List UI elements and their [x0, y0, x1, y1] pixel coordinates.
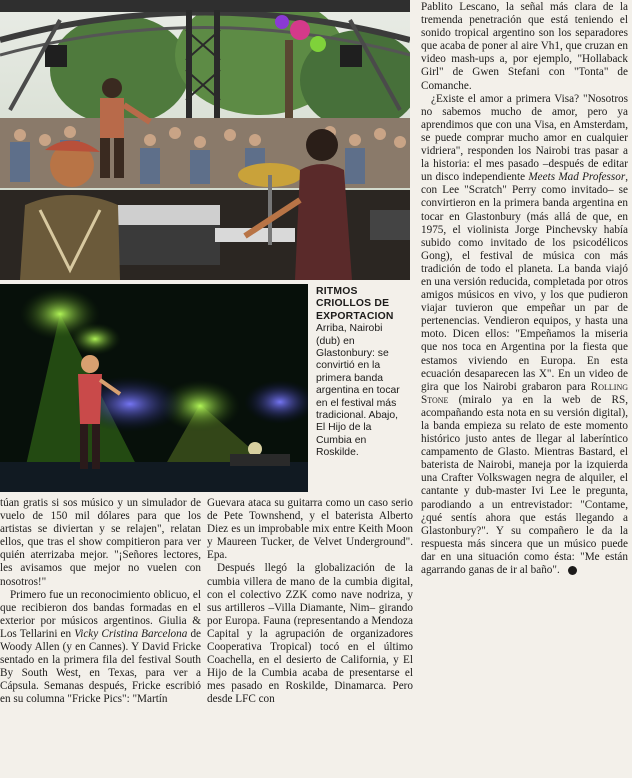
- paragraph: Después llegó la globalización de la cumbia villera de mano de la cumbia digital, con el colectivo ZZK como nave nodriza, y sus artilleros –Villa Diamante, Nim– girando por Europa. Fauna (representando a Mendoza Capital y la agrupación de organizadores Cooperativa Tropical) tocó en el último Coachella, en el desierto de California, y El Hijo de la Cumbia acaba de presentarse el mes pasado en Roskilde, Dinamarca. Pero desde LFC con: [207, 562, 413, 706]
- text-run: (miralo ya en la web de RS, acompañando esta nota en su versión digital), la banda empieza su relato de este momento histórico justo antes de llegar al laberíntico campamento de Glasto. Mientras Bastard, el baterista de Nairobi, maneja por la izquierda una Crafter Volkswagen negra de alquiler, el cantante y dub-master Ivi Lee le pregunta, parodiando a un entrevistador: "Contame, ¿qué sentís ahora que estás llegando a Glastonbury?". Y su compañero le da la respuesta más sincera que un músico puede dar en una situación como ésta: "Me están agarrando ganas de ir al baño".: [421, 393, 628, 577]
- text-run: ¿Existe el amor a primera Visa? "Nosotros no sabemos mucho de amor, pero ya aprendimos que con una Visa, en Amsterdam, se puede comprar mucho amor en cualquier vidriera", responden los Nairobi tras pasar a la historia: el mes pasado –después de editar un disco independiente: [421, 92, 628, 184]
- paragraph: [0, 589, 201, 707]
- paragraph: túan gratis si sos músico y un simulador de vuelo de 150 mil dólares para que los artistas se diviertan y se relajen", relatan ellos, que tras el show compitieron para ver quién aterrizaba mejor. "¡Señores lectores, les avisamos que mejor no vuelen con nosotros!": [0, 497, 201, 588]
- article-column-left: [0, 497, 201, 775]
- stage-illustration: [0, 0, 410, 280]
- photo-nairobi-glastonbury: [0, 0, 410, 280]
- article-column-middle: [207, 497, 413, 775]
- photo-caption: [316, 286, 408, 460]
- caption-heading: RITMOS CRIOLLOS DE EXPORTACION: [316, 286, 394, 322]
- magazine-name: Rolling Stone: [421, 380, 628, 406]
- text-run: , con Lee "Scratch" Perry como invitado– se convirtieron en la primera banda argentina en tocar en Glastonbury (más allá de que, en 1975, el violinista Jorge Pinchevsky había subido como invitado de los psicodélicos Gong), el festival de música con más tradición de todo el planeta. La banda viajó en una versión reducida, completada por otros amigos músicos en vivo, y los que pudieron viajar tuvieron que empeñar un par de pertenencias. Vendieron equipos, y hasta una moto. Dicen ellos: "Empeñamos la miseria que nos toca en Argentina por la fiesta que estamos viviendo en Europa. En esta ecuación desaparecen las X". En un video de gira que los Nairobi grabaron para: [421, 171, 628, 393]
- paragraph: [421, 93, 628, 577]
- album-title: Meets Mad Professor: [528, 171, 626, 184]
- text-run: de Woody Allen (y en Cannes). Y David Fricke sentado en la primera fila del festival South By South West, en Texas, para ver a Cápsula. Semanas después, Fricke escribió en su columna "Fricke Pics": "Martín: [0, 627, 201, 706]
- photo-hijo-de-la-cumbia-roskilde: [0, 284, 308, 492]
- text-run: Primero fue un reconocimiento oblicuo, el que recibieron dos bandas formadas en el exterior por músicos argentinos. Giulia & Los Tellarini en: [0, 588, 201, 640]
- article-column-right: [421, 1, 628, 767]
- paragraph: Pablito Lescano, la señal más clara de la tremenda penetración que está teniendo el sonido tropical argentino son los separadores que acaba de poner al aire Vh1, que cruzan en video mash-ups a, por ejemplo, "Hollaback Girl" de Gwen Stefani con "Tonta" de Comanche.: [421, 1, 628, 92]
- caption-body: Arriba, Nairobi (dub) en Glastonbury: se convirtió en la primera banda argentina en tocar en el festival más tradicional. Abajo, El Hijo de la Cumbia en Roskilde.: [316, 323, 400, 459]
- roskilde-stage-illustration: [0, 284, 308, 492]
- end-of-article-icon: [568, 566, 577, 575]
- film-title: Vicky Cristina Barcelona: [74, 627, 188, 640]
- paragraph: Guevara ataca su guitarra como un caso serio de Pete Townshend, y el baterista Alberto Diez es un improbable mix entre Keith Moon y Maureen Tucker, de Velvet Underground". Epa.: [207, 497, 413, 562]
